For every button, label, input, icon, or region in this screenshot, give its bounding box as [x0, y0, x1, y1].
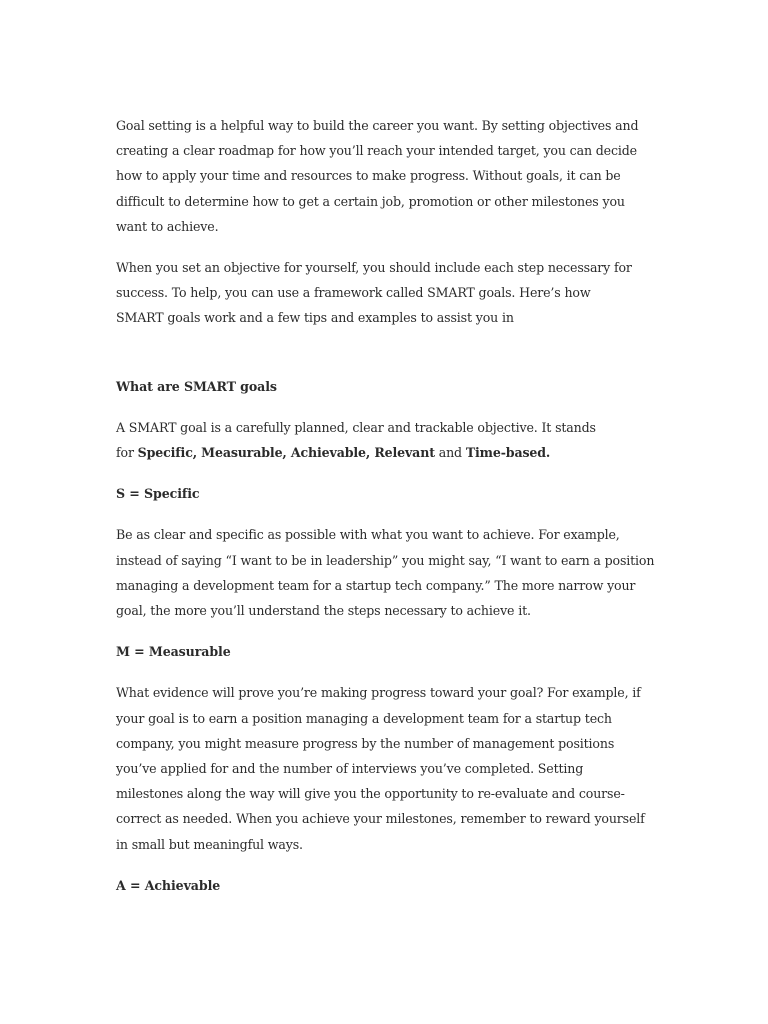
text-line: want to achieve. [116, 218, 219, 234]
text-line: you’ve applied for and the number of interviews you’ve completed. Setting [116, 761, 584, 777]
text-line [116, 440, 656, 465]
text-line: Goal setting is a helpful way to build the career you want. By setting objectives and [116, 118, 639, 133]
text-line: instead of saying “I want to be in leadership” you might say, “I want to earn a position [116, 552, 655, 568]
paragraph-spacer [116, 857, 656, 873]
text-line: company, you might measure progress by the number of management positions [116, 735, 615, 751]
subheading-measurable: M = Measurable [116, 644, 231, 660]
bold-text-run: Specific, Measurable, Achievable, Relevant [137, 445, 435, 461]
paragraph-spacer [116, 399, 656, 415]
subheading-achievable: A = Achievable [116, 877, 221, 893]
text-line: your goal is to earn a position managing a development team for a startup tech [116, 710, 612, 726]
bold-text-run: Time-based. [465, 445, 551, 461]
section-spacer [116, 331, 656, 374]
measurable-paragraph [116, 680, 656, 856]
text-line: When you set an objective for yourself, you should include each step necessary for [116, 260, 632, 276]
text-line: managing a development team for a startup tech company.” The more narrow your [116, 577, 636, 593]
text-line: A SMART goal is a carefully planned, clear and trackable objective. It stands [116, 419, 596, 435]
paragraph-spacer [116, 664, 656, 680]
text-line: correct as needed. When you achieve your milestones, remember to reward yourself [116, 811, 645, 827]
intro-paragraph-1 [116, 113, 656, 239]
subheading-specific: S = Specific [116, 486, 200, 502]
paragraph-spacer [116, 623, 656, 639]
text-run: and [434, 445, 466, 461]
text-line: goal, the more you’ll understand the steps necessary to achieve it. [116, 603, 531, 619]
smart-definition-paragraph [116, 415, 656, 465]
text-line: Be as clear and specific as possible with what you want to achieve. For example, [116, 527, 620, 543]
text-line: in small but meaningful ways. [116, 836, 303, 852]
text-line: difficult to determine how to get a certain job, promotion or other milestones you [116, 193, 625, 209]
specific-paragraph [116, 522, 656, 623]
intro-paragraph-2 [116, 255, 656, 331]
text-line: milestones along the way will give you the opportunity to re-evaluate and course- [116, 786, 625, 802]
text-line: SMART goals work and a few tips and examples to assist you in [116, 310, 514, 326]
text-line: What evidence will prove you’re making progress toward your goal? For example, if [116, 685, 641, 701]
text-line: how to apply your time and resources to make progress. Without goals, it can be [116, 168, 621, 184]
text-line: creating a clear roadmap for how you’ll reach your intended target, you can decide [116, 143, 637, 159]
text-line: success. To help, you can use a framework called SMART goals. Here’s how [116, 285, 591, 301]
document-page [116, 113, 656, 898]
paragraph-spacer [116, 239, 656, 255]
paragraph-spacer [116, 465, 656, 481]
paragraph-spacer [116, 506, 656, 522]
section-heading-smart-goals: What are SMART goals [116, 378, 277, 394]
text-run: for [116, 445, 138, 461]
